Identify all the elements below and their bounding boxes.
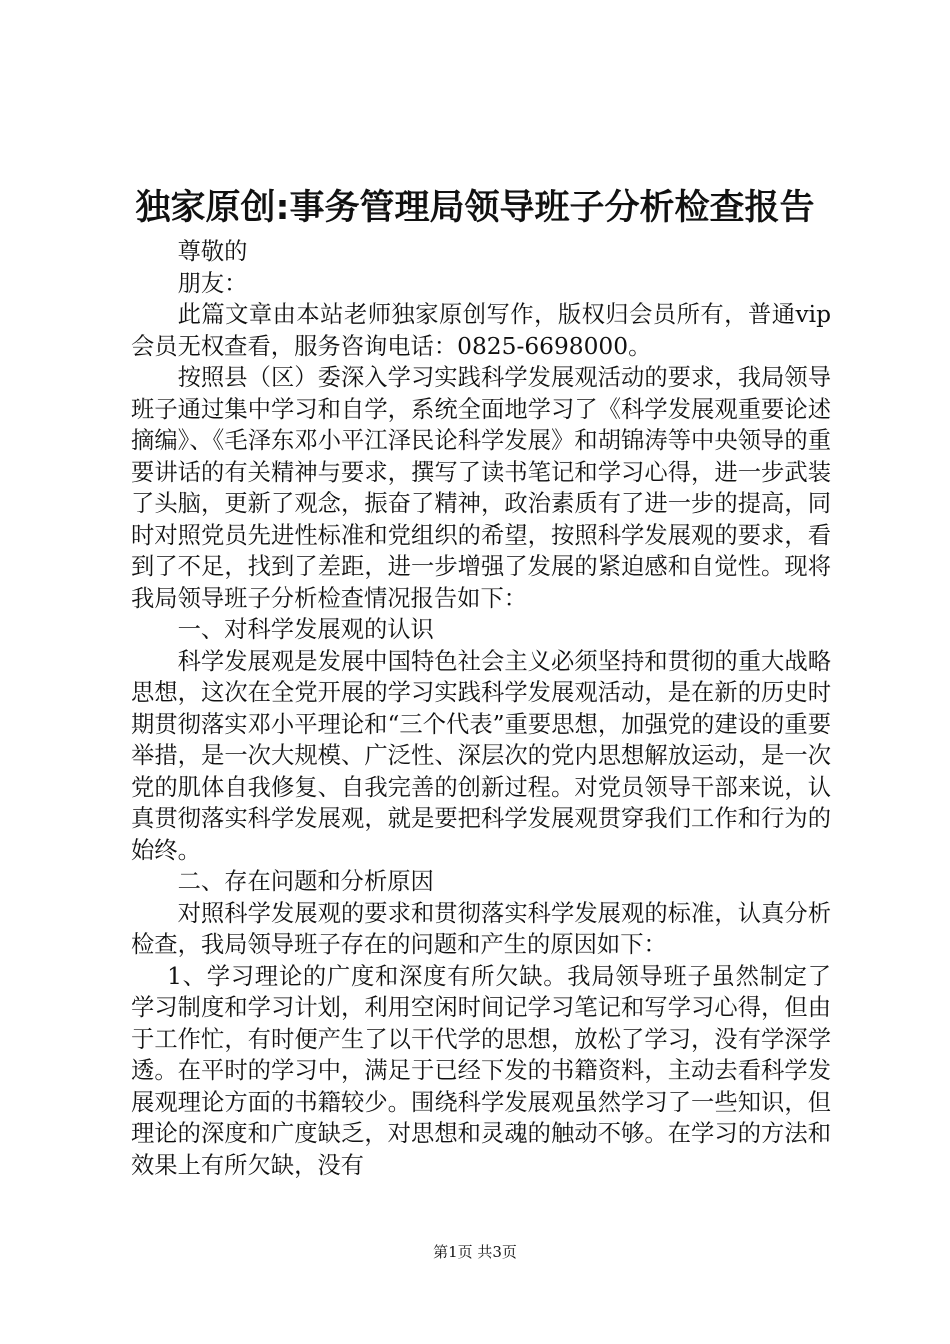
section-1-paragraph: 科学发展观是发展中国特色社会主义必须坚持和贯彻的重大战略思想，这次在全党开展的学习实践科学发展观活动，是在新的历史时期贯彻落实邓小平理论和“三个代表”重要思想，加强党的建设的重要举措，是一次大规模、广泛性、深层次的党内思想解放运动，是一次党的肌体自我修复、自我完善的创新过程。对党员领导干部来说，认真贯彻落实科学发展观，就是要把科学发展观贯穿我们工作和行为的始终。: [131, 647, 831, 864]
salutation-line-1: 尊敬的: [177, 238, 248, 265]
copyright-paragraph: 此篇文章由本站老师独家原创写作，版权归会员所有，普通vip会员无权查看，服务咨询电话：0825-6698000。: [131, 301, 831, 360]
section-heading-2: 二、存在问题和分析原因: [177, 868, 434, 895]
page-number-footer: 第1页 共3页: [433, 1243, 517, 1261]
intro-paragraph: 按照县（区）委深入学习实践科学发展观活动的要求，我局领导班子通过集中学习和自学，系统全面地学习了《科学发展观重要论述摘编》、《毛泽东邓小平江泽民论科学发展》和胡锦涛等中央领导的重要讲话的有关精神与要求，撰写了读书笔记和学习心得，进一步武装了头脑，更新了观念，振奋了精神，政治素质有了进一步的提高，同时对照党员先进性标准和党组织的希望，按照科学发展观的要求，看到了不足，找到了差距，进一步增强了发展的紧迫感和自觉性。现将我局领导班子分析检查情况报告如下：: [131, 364, 831, 612]
section-heading-1: 一、对科学发展观的认识: [177, 616, 434, 643]
salutation-line-2: 朋友：: [177, 269, 248, 297]
item-1-paragraph: 1、学习理论的广度和深度有所欠缺。我局领导班子虽然制定了学习制度和学习计划，利用空闲时间记学习笔记和写学习心得，但由于工作忙，有时便产生了以干代学的思想，放松了学习，没有学深学透。在平时的学习中，满足于已经下发的书籍资料，主动去看科学发展观理论方面的书籍较少。围绕科学发展观虽然学习了一些知识，但理论的深度和广度缺乏，对思想和灵魂的触动不够。在学习的方法和效果上有所欠缺，没有: [131, 962, 831, 1179]
section-2-intro-paragraph: 对照科学发展观的要求和贯彻落实科学发展观的标准，认真分析检查，我局领导班子存在的问题和产生的原因如下：: [131, 899, 831, 958]
document-body: [131, 236, 831, 1181]
document-title: 独家原创:事务管理局领导班子分析检查报告: [135, 188, 815, 228]
